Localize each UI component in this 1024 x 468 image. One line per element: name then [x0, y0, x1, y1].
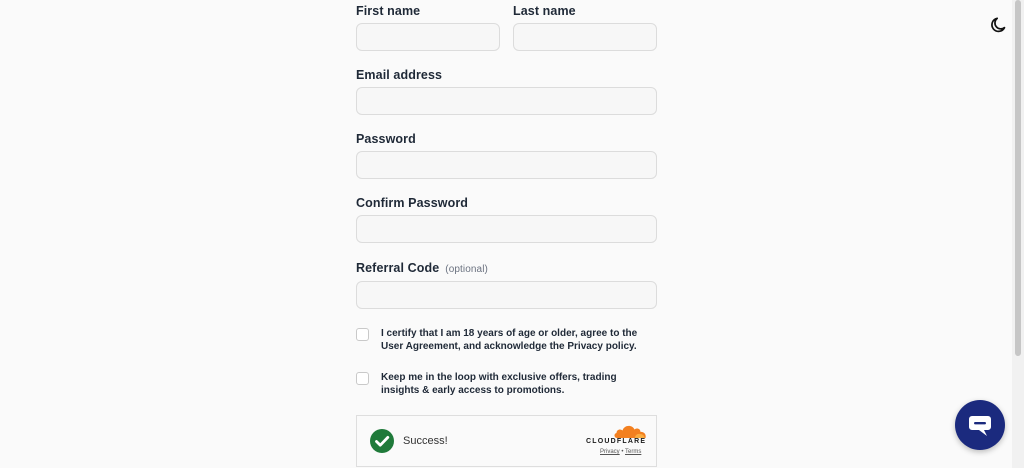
password-input[interactable]	[356, 151, 657, 179]
cloudflare-wordmark: CLOUDFLARE	[586, 438, 647, 445]
referral-code-label	[356, 261, 488, 275]
scrollbar-thumb[interactable]	[1015, 0, 1021, 356]
confirm-password-input[interactable]	[356, 215, 657, 243]
email-input[interactable]	[356, 87, 657, 115]
captcha-status: Success!	[403, 435, 448, 447]
referral-code-input[interactable]	[356, 281, 657, 309]
optional-tag: (optional)	[445, 264, 488, 275]
first-name-input[interactable]	[356, 23, 500, 51]
chat-bubble-icon	[968, 415, 992, 437]
marketing-opt-in-text: Keep me in the loop with exclusive offers, trading insights & early access to promotions.	[381, 372, 617, 396]
confirm-password-label: Confirm Password	[356, 196, 469, 210]
captcha-links	[600, 449, 641, 455]
first-name-label: First name	[356, 4, 421, 18]
cloudflare-cloud-icon	[613, 423, 647, 439]
captcha-privacy-link[interactable]: Privacy	[600, 449, 620, 455]
last-name-input[interactable]	[513, 23, 657, 51]
age-agreement-row	[356, 327, 657, 353]
referral-code-label-text: Referral Code	[356, 261, 440, 275]
captcha-link-separator: •	[621, 449, 624, 455]
captcha-terms-link[interactable]: Terms	[625, 449, 642, 455]
marketing-opt-in-row	[356, 371, 657, 397]
chat-button[interactable]	[955, 400, 1005, 450]
moon-icon	[989, 15, 1009, 35]
marketing-opt-in-checkbox[interactable]	[356, 372, 369, 385]
checkmark-circle-icon	[370, 429, 394, 453]
age-agreement-text: I certify that I am 18 years of age or older, agree to the User Agreement, and acknowledge the Privacy policy.	[381, 328, 638, 352]
password-label: Password	[356, 132, 416, 146]
email-label: Email address	[356, 68, 443, 82]
age-agreement-checkbox[interactable]	[356, 328, 369, 341]
last-name-label: Last name	[513, 4, 576, 18]
theme-toggle-button[interactable]	[989, 15, 1009, 35]
captcha-widget	[356, 415, 657, 467]
